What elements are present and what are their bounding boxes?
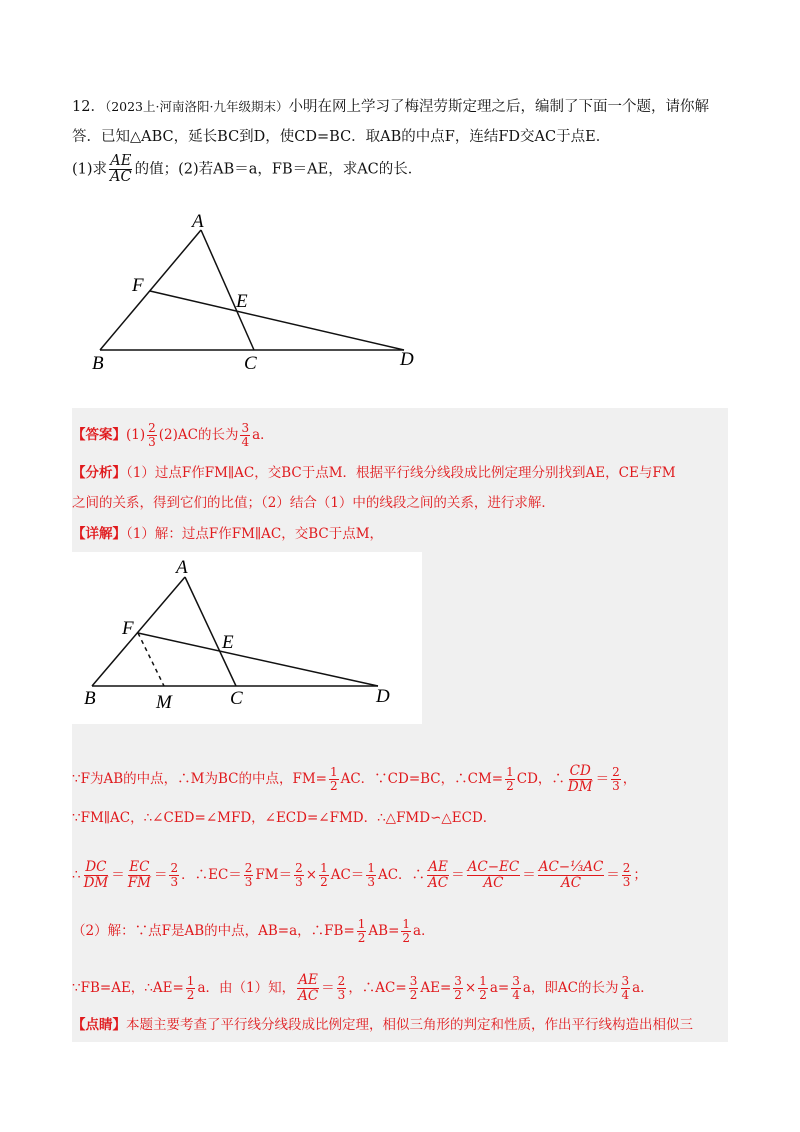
- frac-three-halves: [409, 975, 419, 1002]
- label-a: A: [192, 211, 204, 232]
- text: ；: [633, 867, 647, 883]
- frac-dc-dm: [83, 860, 110, 891]
- detail-line-6: ∵FB=AE，∴AE= $\frac{1}{2}$ a．由（1）知， $\frac{AE}{AC}$ ＝ $\frac{2}{3}$ ，∴AC= $\frac{3}{2}$ AE= $\frac{3}{2}$ × $\frac{1}{2}$ a= $\frac{3}{4}$ a，即AC的长为 $\frac{3}{4}$ a．: [72, 972, 654, 1004]
- num: 2: [622, 861, 631, 875]
- question-block: [72, 96, 728, 185]
- frac-one-third: [366, 862, 376, 889]
- frac-two-thirds: [294, 862, 304, 889]
- num: 1: [186, 974, 195, 988]
- den: 2: [479, 988, 487, 1002]
- den: 3: [148, 435, 156, 449]
- text: FM＝: [255, 867, 293, 883]
- num: 1: [357, 917, 366, 931]
- frac-ac-minus-third: [538, 860, 605, 891]
- num: 1: [506, 765, 514, 779]
- label-d: D: [376, 686, 390, 707]
- question-number: 12．: [72, 99, 105, 115]
- text: ∵FB=AE，∴AE=: [72, 980, 184, 996]
- den: 4: [512, 988, 520, 1002]
- frac-ae-ac: [427, 860, 449, 891]
- detail-tag: 【详解】: [72, 526, 126, 542]
- comment-tag: 【点睛】: [72, 1017, 126, 1033]
- frac-two-thirds: [622, 862, 632, 889]
- text: a．: [413, 923, 435, 939]
- segment-ab: [92, 577, 185, 686]
- den: 2: [402, 931, 411, 945]
- analysis-tag: 【分析】: [72, 465, 126, 481]
- den: 2: [506, 779, 514, 793]
- num: 3: [621, 974, 630, 988]
- frac-half: [478, 975, 488, 1002]
- den: 4: [241, 435, 250, 449]
- detail-line-1: [72, 523, 383, 545]
- den: 3: [170, 875, 179, 889]
- detail-line-2: [72, 764, 636, 795]
- frac-half: [329, 766, 339, 793]
- den: 3: [367, 875, 375, 889]
- den: 2: [357, 931, 366, 945]
- frac-half: [401, 918, 411, 945]
- text: ×: [464, 980, 477, 996]
- label-m: M: [156, 692, 172, 713]
- text: ，∴AC=: [348, 980, 407, 996]
- text: AC．∴: [377, 867, 426, 883]
- answer-tag: 【答案】: [72, 427, 126, 443]
- num: 2: [612, 765, 620, 779]
- label-c: C: [230, 688, 243, 709]
- answer-line: [72, 422, 274, 449]
- label-a: A: [176, 557, 188, 578]
- text: a，即AC的长为: [522, 980, 619, 996]
- segment-fd: [150, 291, 404, 350]
- text: AC．∵CD=BC，∴CM=: [340, 771, 504, 787]
- den: 3: [622, 875, 631, 889]
- num: AE: [428, 859, 448, 875]
- frac-two-thirds: [244, 862, 254, 889]
- num: 2: [337, 974, 346, 988]
- den: AC: [483, 875, 504, 891]
- detail-line-3: [72, 807, 496, 829]
- num: 1: [402, 917, 411, 931]
- triangle-figure-1: [80, 205, 440, 385]
- den: AC: [560, 875, 582, 891]
- den: DM: [83, 875, 109, 891]
- text: CD，∴: [516, 771, 565, 787]
- text: ∵F为AB的中点，∴M为BC的中点，FM=: [72, 771, 327, 787]
- num: 1: [479, 974, 487, 988]
- text: AC＝: [330, 867, 365, 883]
- detail-line-4: ∴ $\frac{DC}{DM}$ ＝ $\frac{EC}{FM}$ ＝ $\frac{2}{3}$ ．∴EC＝ $\frac{2}{3}$ FM＝ $\frac{2}{3}$ × $\frac{1}{2}$ AC＝ $\frac{1}{3}$ AC．∴ $\frac{AE}{AC}$ ＝ $\frac{AC-EC}{AC}$ ＝ $\frac{\text{AC−⅓AC}}{AC}$ ＝ $\frac{2}{3}$ ；: [72, 859, 647, 891]
- frac-ac-minus-ec: [467, 860, 521, 891]
- question-line-3: [72, 154, 728, 185]
- den: 2: [454, 988, 462, 1002]
- question-line-2: [72, 126, 728, 148]
- segment-ac: [201, 230, 254, 350]
- answer-text-2: (2)AC的长为: [158, 427, 239, 443]
- num: EC: [129, 859, 150, 875]
- frac-three-quarters: [621, 975, 631, 1002]
- text: AB=: [368, 923, 400, 939]
- text: a．由（1）知，: [197, 980, 296, 996]
- num: 3: [241, 421, 250, 435]
- num: 3: [454, 974, 462, 988]
- detail-text-1: （1）解：过点F作FM∥AC，交BC于点M，: [126, 526, 384, 542]
- frac-three-halves: [453, 975, 463, 1002]
- frac-ae-ac: [297, 973, 319, 1004]
- detail-line-5: [72, 918, 435, 945]
- text: ＝: [595, 771, 610, 787]
- num: 1: [329, 765, 338, 779]
- num: AE: [298, 972, 318, 988]
- question-stem-1: 小明在网上学习了梅涅劳斯定理之后，编制了下面一个题，请你解: [288, 99, 709, 115]
- den: DM: [567, 779, 593, 795]
- den: 3: [337, 988, 346, 1002]
- question-source: （2023上·河南洛阳·九年级期末）: [104, 99, 289, 114]
- analysis-line-1: [72, 462, 676, 484]
- answer-text-1: (1): [126, 427, 146, 443]
- text: a=: [489, 980, 510, 996]
- num: 3: [512, 974, 520, 988]
- den: AC: [298, 988, 319, 1004]
- segment-ab: [100, 230, 201, 350]
- frac-cd-dm: [567, 764, 594, 795]
- answer-frac-1: [147, 422, 157, 449]
- analysis-line-2: [72, 492, 555, 514]
- den: 3: [295, 875, 303, 889]
- num: AC−⅓AC: [538, 859, 604, 875]
- text: a．: [632, 980, 654, 996]
- answer-frac-2: [240, 422, 250, 449]
- part1-suffix: 的值；(2)若AB＝a，FB＝AE，求AC的长．: [134, 161, 423, 178]
- den: 4: [621, 988, 630, 1002]
- label-e: E: [236, 291, 248, 312]
- num: DC: [85, 859, 107, 875]
- num: 2: [244, 861, 253, 875]
- frac-num: AE: [110, 153, 132, 169]
- text: ∴: [72, 867, 81, 883]
- num: 2: [148, 421, 156, 435]
- text: ∵FM∥AC，∴∠CED=∠MFD，∠ECD=∠FMD．∴△FMD∽△ECD．: [72, 810, 497, 826]
- num: 1: [367, 861, 375, 875]
- triangle-figure-2: [72, 552, 422, 724]
- label-b: B: [92, 353, 104, 374]
- num: AC−EC: [467, 859, 520, 875]
- den: 2: [320, 875, 328, 889]
- frac-half: [505, 766, 515, 793]
- den: AC: [428, 875, 449, 891]
- label-c: C: [244, 353, 257, 374]
- question-line-1: [72, 96, 728, 118]
- frac-half: [357, 918, 367, 945]
- den: 2: [329, 779, 338, 793]
- num: 1: [320, 861, 328, 875]
- den: 3: [244, 875, 253, 889]
- analysis-text-1: （1）过点F作FM∥AC，交BC于点M．根据平行线分线段成比例定理分别找到AE，CE与FM: [126, 465, 676, 481]
- frac-den: AC: [110, 169, 132, 185]
- text: ×: [305, 867, 318, 883]
- den: 2: [409, 988, 418, 1002]
- segment-fm-dashed: [138, 633, 164, 686]
- den: 2: [186, 988, 195, 1002]
- label-b: B: [84, 688, 96, 709]
- text: AE=: [420, 980, 452, 996]
- label-d: D: [400, 349, 414, 370]
- answer-text-3: a．: [252, 427, 274, 443]
- frac-half: [186, 975, 196, 1002]
- segment-fd: [138, 633, 378, 686]
- text: ．∴EC＝: [181, 867, 242, 883]
- frac-two-thirds: [611, 766, 621, 793]
- num: 2: [295, 861, 303, 875]
- den: FM: [127, 875, 151, 891]
- analysis-text-2: 之间的关系，得到它们的比值；（2）结合（1）中的线段之间的关系，进行求解．: [72, 495, 555, 511]
- text: ，: [622, 771, 637, 787]
- label-e: E: [222, 632, 234, 653]
- ae-over-ac-fraction: [109, 154, 133, 185]
- question-stem-2: 答．已知△ABC，延长BC到D，使CD=BC．取AB的中点F，连结FD交AC于点E．: [72, 129, 611, 145]
- text: （2）解：∵点F是AB的中点，AB=a，∴FB=: [72, 923, 355, 939]
- label-f: F: [132, 275, 144, 296]
- frac-two-thirds: [337, 975, 347, 1002]
- label-f: F: [122, 618, 134, 639]
- frac-half: [319, 862, 329, 889]
- den: 3: [612, 779, 620, 793]
- comment-line: [72, 1014, 693, 1036]
- comment-text: 本题主要考查了平行线分线段成比例定理，相似三角形的判定和性质，作出平行线构造出相似三: [126, 1017, 693, 1033]
- num: 2: [170, 861, 179, 875]
- num: CD: [569, 763, 591, 779]
- part1-prefix: (1)求: [72, 161, 108, 178]
- num: 3: [409, 974, 418, 988]
- frac-two-thirds: [169, 862, 179, 889]
- frac-three-quarters: [511, 975, 521, 1002]
- frac-ec-fm: [127, 860, 152, 891]
